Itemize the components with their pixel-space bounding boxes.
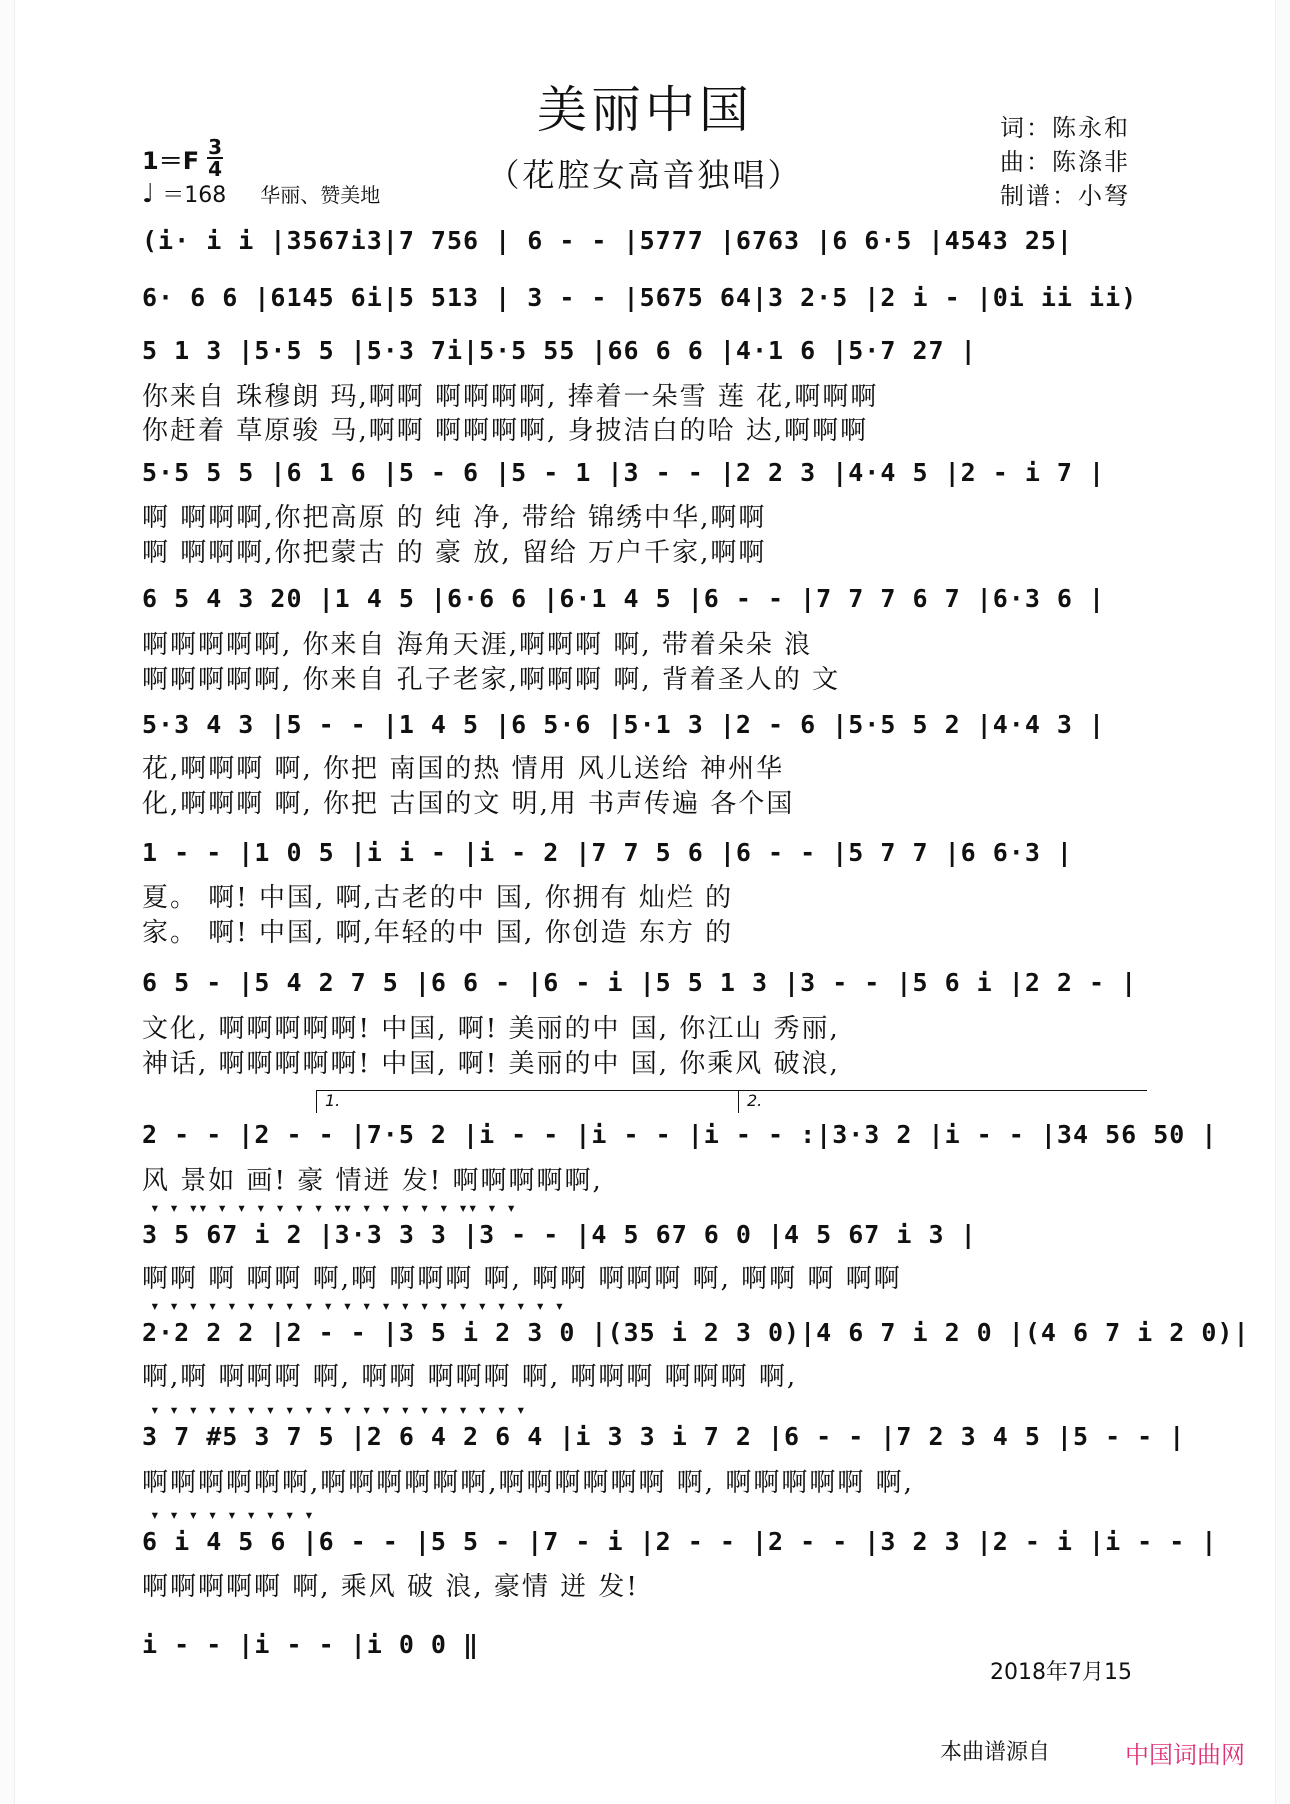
notes-line: 5·3 4 3 |5 - - |1 4 5 |6 5·6 |5·1 3 |2 - 6 |5·5 5 2 |4·4 3 | xyxy=(142,710,1106,739)
lyric-line: 夏。 啊! 中国, 啊,古老的中 国, 你拥有 灿烂 的 xyxy=(142,883,734,913)
lyric-line: 风 景如 画! 豪 情迸 发! 啊啊啊啊啊, xyxy=(142,1166,603,1196)
notes-line: 5·5 5 5 |6 1 6 |5 - 6 |5 - 1 |3 - - |2 2 3 |4·4 5 |2 - i 7 | xyxy=(142,458,1106,487)
lyric-line: 啊啊啊啊啊啊,啊啊啊啊啊啊,啊啊啊啊啊啊 啊, 啊啊啊啊啊 啊, xyxy=(142,1468,914,1498)
notes-line: (i· i i |3567i3|7 756 | 6 - - |5777 |6763 |6 6·5 |4543 25| xyxy=(142,226,1073,255)
notes-line: 6 5 - |5 4 2 7 5 |6 6 - |6 - i |5 5 1 3 |3 - - |5 6 i |2 2 - | xyxy=(142,968,1138,997)
lyric-line: 啊 啊啊啊,你把蒙古 的 豪 放, 留给 万户千家,啊啊 xyxy=(142,538,767,568)
song-subtitle: （花腔女高音独唱） xyxy=(487,156,803,194)
time-signature xyxy=(207,137,223,179)
notes-line: 6· 6 6 |6145 6i|5 513 | 3 - - |5675 64|3 2·5 |2 i - |0i ii ii) xyxy=(142,283,1138,312)
site-name-link[interactable]: 中国词曲网 xyxy=(1125,1741,1245,1769)
arranger-credit: 制谱：小弩 xyxy=(1000,182,1130,210)
lyric-line: 化,啊啊啊 啊, 你把 古国的文 明,用 书声传遍 各个国 xyxy=(142,789,795,819)
time-top: 3 xyxy=(208,135,223,159)
score-row-6 xyxy=(142,710,1142,739)
source-text: 本曲谱源自 xyxy=(940,1740,1051,1765)
notes-line: 6 i 4 5 6 |6 - - |5 5 - |7 - i |2 - - |2 - - |3 2 3 |2 - i |i - - | xyxy=(142,1527,1218,1556)
tempo-value: ＝168 xyxy=(162,183,227,208)
notes-line: 1 - - |1 0 5 |i i - |i - 2 |7 7 5 6 |6 - - |5 7 7 |6 6·3 | xyxy=(142,838,1073,867)
score-row-5 xyxy=(142,584,1142,613)
upper-octave-dots: ▾ ▾ ▾ ▾ ▾ ▾ ▾ ▾ ▾ xyxy=(150,1505,314,1524)
lyric-line: 神话, 啊啊啊啊啊! 中国, 啊! 美丽的中 国, 你乘风 破浪, xyxy=(142,1049,840,1079)
lyric-line: 花,啊啊啊 啊, 你把 南国的热 情用 风儿送给 神州华 xyxy=(142,754,785,784)
time-bottom: 4 xyxy=(208,157,223,181)
lyric-line: 啊啊啊啊啊 啊, 乘风 破 浪, 豪情 迸 发! xyxy=(142,1572,639,1602)
key-signature xyxy=(142,137,223,179)
notes-line: i - - |i - - |i 0 0 ‖ xyxy=(142,1630,480,1659)
score-row-7 xyxy=(142,838,1142,867)
upper-octave-dots: ▾ ▾ ▾ ▾ ▾ ▾ ▾ ▾ ▾ ▾ ▾ ▾ ▾ ▾ ▾ ▾ ▾ ▾ ▾ ▾ ▾ ▾ xyxy=(150,1296,565,1315)
score-row-12 xyxy=(142,1422,1186,1451)
second-ending-bracket xyxy=(738,1090,1147,1113)
score-row-8 xyxy=(142,968,1142,997)
notes-line: 2 - - |2 - - |7·5 2 |i - - |i - - |i - - :|3·3 2 |i - - |34 56 50 | xyxy=(142,1120,1218,1149)
lyric-line: 啊 啊啊啊,你把高原 的 纯 净, 带给 锦绣中华,啊啊 xyxy=(142,503,767,533)
quarter-note-icon: ♩ xyxy=(142,178,155,209)
notes-line: 6 5 4 3 20 |1 4 5 |6·6 6 |6·1 4 5 |6 - - |7 7 7 6 7 |6·3 6 | xyxy=(142,584,1106,613)
score-row-13 xyxy=(142,1527,1218,1556)
score-row-11 xyxy=(142,1318,1250,1347)
key-label: 1＝F xyxy=(142,146,200,175)
lyric-line: 你来自 珠穆朗 玛,啊啊 啊啊啊啊, 捧着一朵雪 莲 花,啊啊啊 xyxy=(142,382,879,412)
notes-line: 2·2 2 2 |2 - - |3 5 i 2 3 0 |(35 i 2 3 0)|4 6 7 i 2 0 |(4 6 7 i 2 0)| xyxy=(142,1318,1250,1347)
notes-line: 3 5 67 i 2 |3·3 3 3 |3 - - |4 5 67 6 0 |4 5 67 i 3 | xyxy=(142,1220,977,1249)
tempo-marking xyxy=(142,178,380,209)
right-watermark-strip xyxy=(1275,0,1290,1804)
lyricist-credit: 词：陈永和 xyxy=(1000,114,1130,142)
song-title: 美丽中国 xyxy=(537,81,753,139)
lyric-line: 家。 啊! 中国, 啊,年轻的中 国, 你创造 东方 的 xyxy=(142,918,734,948)
lyric-line: 啊,啊 啊啊啊 啊, 啊啊 啊啊啊 啊, 啊啊啊 啊啊啊 啊, xyxy=(142,1362,798,1392)
first-ending-bracket xyxy=(316,1090,739,1113)
score-row-4 xyxy=(142,458,1142,487)
left-watermark-strip xyxy=(0,0,15,1804)
score-row-9 xyxy=(142,1120,1218,1149)
lyric-line: 你赶着 草原骏 马,啊啊 啊啊啊啊, 身披洁白的哈 达,啊啊啊 xyxy=(142,416,869,446)
upper-octave-dots: ▾ ▾ ▾▾ ▾ ▾ ▾ ▾ ▾ ▾ ▾▾ ▾ ▾ ▾ ▾ ▾ ▾▾ ▾ ▾ xyxy=(150,1198,517,1217)
lyric-line: 文化, 啊啊啊啊啊! 中国, 啊! 美丽的中 国, 你江山 秀丽, xyxy=(142,1014,840,1044)
score-row-10 xyxy=(142,1220,1142,1249)
score-row-3 xyxy=(142,336,1142,365)
lyric-line: 啊啊啊啊啊, 你来自 海角天涯,啊啊啊 啊, 带着朵朵 浪 xyxy=(142,630,813,660)
lyric-line: 啊啊啊啊啊, 你来自 孔子老家,啊啊啊 啊, 背着圣人的 文 xyxy=(142,665,841,695)
composer-credit: 曲：陈涤非 xyxy=(1000,148,1130,176)
notes-line: 5 1 3 |5·5 5 |5·3 7i|5·5 55 |66 6 6 |4·1 6 |5·7 27 | xyxy=(142,336,977,365)
score-row-2 xyxy=(142,283,1142,312)
notes-line: 3 7 #5 3 7 5 |2 6 4 2 6 4 |i 3 3 i 7 2 |6 - - |7 2 3 4 5 |5 - - | xyxy=(142,1422,1186,1451)
expression-text: 华丽、赞美地 xyxy=(260,183,381,207)
lyric-line: 啊啊 啊 啊啊 啊,啊 啊啊啊 啊, 啊啊 啊啊啊 啊, 啊啊 啊 啊啊 xyxy=(142,1264,902,1294)
upper-octave-dots: ▾ ▾ ▾ ▾ ▾ ▾ ▾ ▾ ▾ ▾ ▾ ▾ ▾ ▾ ▾ ▾ ▾ ▾ ▾ ▾ xyxy=(150,1400,526,1419)
date-text: 2018年7月15 xyxy=(990,1660,1132,1685)
score-row-1 xyxy=(142,226,1142,255)
second-ending-label: 2. xyxy=(747,1091,763,1110)
first-ending-label: 1. xyxy=(325,1091,341,1110)
